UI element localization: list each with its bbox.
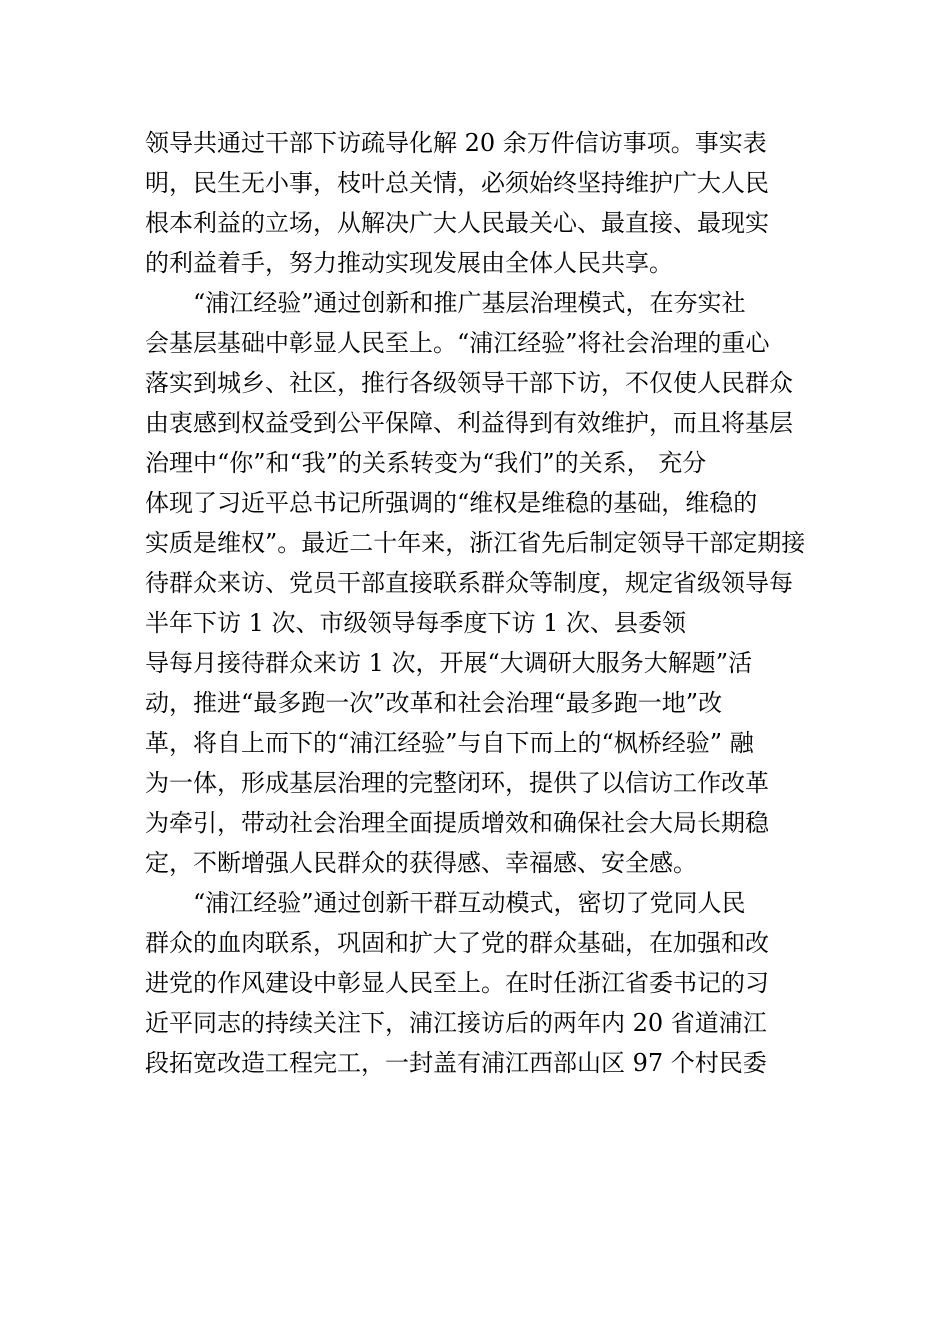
text-line: 治理中“你”和“我”的关系转变为“我们”的关系， 充分	[145, 449, 707, 477]
paragraph-first-line: “浦江经验”通过创新和推广基层治理模式，在夯实社	[193, 289, 746, 317]
text-line: 落实到城乡、社区，推行各级领导干部下访，不仅使人民群众	[145, 369, 793, 397]
text-line: 为一体，形成基层治理的完整闭环，提供了以信访工作改革	[145, 769, 769, 797]
text-line: 动，推进“最多跑一次”改革和社会治理“最多跑一地”改	[145, 689, 723, 717]
text-line: 为牵引，带动社会治理全面提质增效和确保社会大局长期稳	[145, 809, 769, 837]
text-line: 待群众来访、党员干部直接联系群众等制度，规定省级领导每	[145, 569, 793, 597]
text-line: 明，民生无小事，枝叶总关情，必须始终坚持维护广大人民	[145, 169, 769, 197]
text-line: 体现了习近平总书记所强调的“维权是维稳的基础，维稳的	[145, 489, 758, 517]
text-line: 的利益着手，努力推动实现发展由全体人民共享。	[145, 249, 673, 277]
text-line: 半年下访 1 次、市级领导每季度下访 1 次、县委领	[145, 609, 687, 637]
text-line: 革，将自上而下的“浦江经验”与自下而上的“枫桥经验” 融	[145, 729, 754, 757]
text-line: 领导共通过干部下访疏导化解 20 余万件信访事项。事实表	[145, 129, 767, 157]
text-line: 段拓宽改造工程完工，一封盖有浦江西部山区 97 个村民委	[145, 1049, 767, 1077]
text-line: 会基层基础中彰显人民至上。“浦江经验”将社会治理的重心	[145, 329, 770, 357]
text-line: 由衷感到权益受到公平保障、利益得到有效维护，而且将基层	[145, 409, 793, 437]
text-line: 根本利益的立场，从解决广大人民最关心、最直接、最现实	[145, 209, 769, 237]
text-line: 导每月接待群众来访 1 次，开展“大调研大服务大解题”活	[145, 649, 753, 677]
text-line: 近平同志的持续关注下，浦江接访后的两年内 20 省道浦江	[145, 1009, 767, 1037]
paragraph-first-line: “浦江经验”通过创新干群互动模式，密切了党同人民	[193, 889, 746, 917]
text-line: 群众的血肉联系，巩固和扩大了党的群众基础，在加强和改	[145, 929, 769, 957]
text-line: 实质是维权”。最近二十年来，浙江省先后制定领导干部定期接	[145, 529, 806, 557]
text-line: 进党的作风建设中彰显人民至上。在时任浙江省委书记的习	[145, 969, 769, 997]
text-line: 定，不断增强人民群众的获得感、幸福感、安全感。	[145, 849, 697, 877]
